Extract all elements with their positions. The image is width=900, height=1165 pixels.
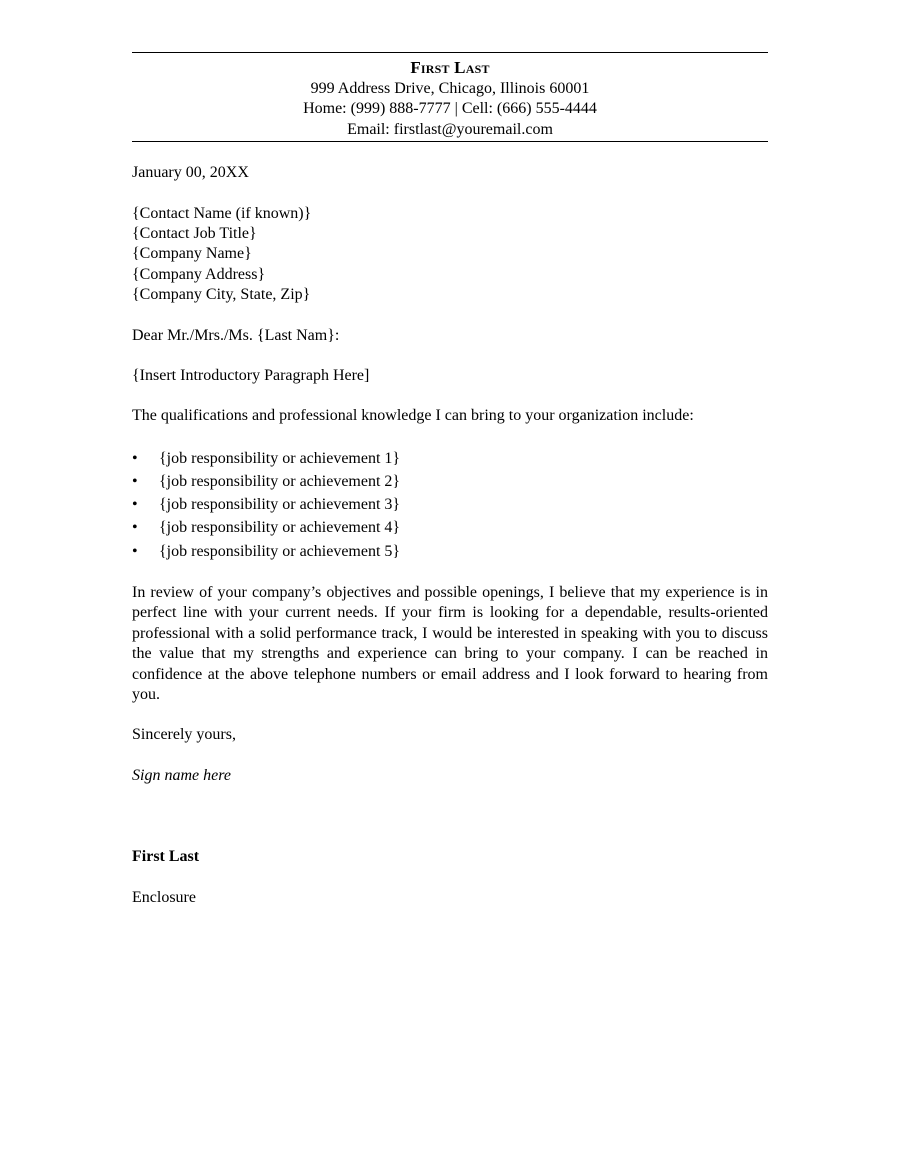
qualifications-lead: The qualifications and professional knowledge I can bring to your organization include: xyxy=(132,407,694,425)
salutation: Dear Mr./Mrs./Ms. {Last Nam}: xyxy=(132,326,340,344)
letter-date: January 00, 20XX xyxy=(132,164,249,182)
body-paragraph: In review of your company’s objectives and possible openings, I believe that my experience is in perfect line with your current needs. If your firm is looking for a dependable, results-oriented professional with a solid performance track, I would be interested in speaking with you to discuss the value that my strengths and experience can bring to your company. I can be reached in confidence at the above telephone numbers or email address and I look forward to hearing from you. xyxy=(132,583,768,703)
recipient-company-name: {Company Name} xyxy=(132,245,252,263)
letterhead xyxy=(132,52,768,142)
sender-address: 999 Address Drive, Chicago, Illinois 60001 xyxy=(310,80,590,97)
signature-placeholder: Sign name here xyxy=(132,766,231,784)
bullet-icon: • xyxy=(132,496,138,514)
bullet-icon: • xyxy=(132,449,138,467)
list-item-text: {job responsibility or achievement 1} xyxy=(159,449,401,467)
list-item xyxy=(132,540,768,563)
recipient-company-address: {Company Address} xyxy=(132,265,266,283)
list-item xyxy=(132,493,768,516)
list-item xyxy=(132,447,768,470)
recipient-company-city: {Company City, State, Zip} xyxy=(132,286,311,304)
enclosure-note: Enclosure xyxy=(132,888,196,906)
list-item xyxy=(132,516,768,539)
list-item-text: {job responsibility or achievement 5} xyxy=(159,542,401,560)
sender-phones: Home: (999) 888-7777 | Cell: (666) 555-4444 xyxy=(303,100,597,118)
signer-name: First Last xyxy=(132,848,200,866)
qualifications-list xyxy=(132,447,768,563)
bullet-icon: • xyxy=(132,519,138,537)
intro-paragraph: {Insert Introductory Paragraph Here] xyxy=(132,367,370,385)
cover-letter xyxy=(132,52,768,908)
recipient-job-title: {Contact Job Title} xyxy=(132,225,257,243)
sender-name: First Last xyxy=(410,58,490,77)
bullet-icon: • xyxy=(132,542,138,560)
list-item-text: {job responsibility or achievement 4} xyxy=(159,519,401,537)
closing: Sincerely yours, xyxy=(132,726,236,744)
list-item xyxy=(132,470,768,493)
recipient-address-block xyxy=(132,204,768,306)
sender-email: Email: firstlast@youremail.com xyxy=(347,120,553,138)
bullet-icon: • xyxy=(132,473,138,491)
list-item-text: {job responsibility or achievement 2} xyxy=(159,473,401,491)
recipient-contact-name: {Contact Name (if known)} xyxy=(132,204,312,222)
list-item-text: {job responsibility or achievement 3} xyxy=(159,496,401,514)
